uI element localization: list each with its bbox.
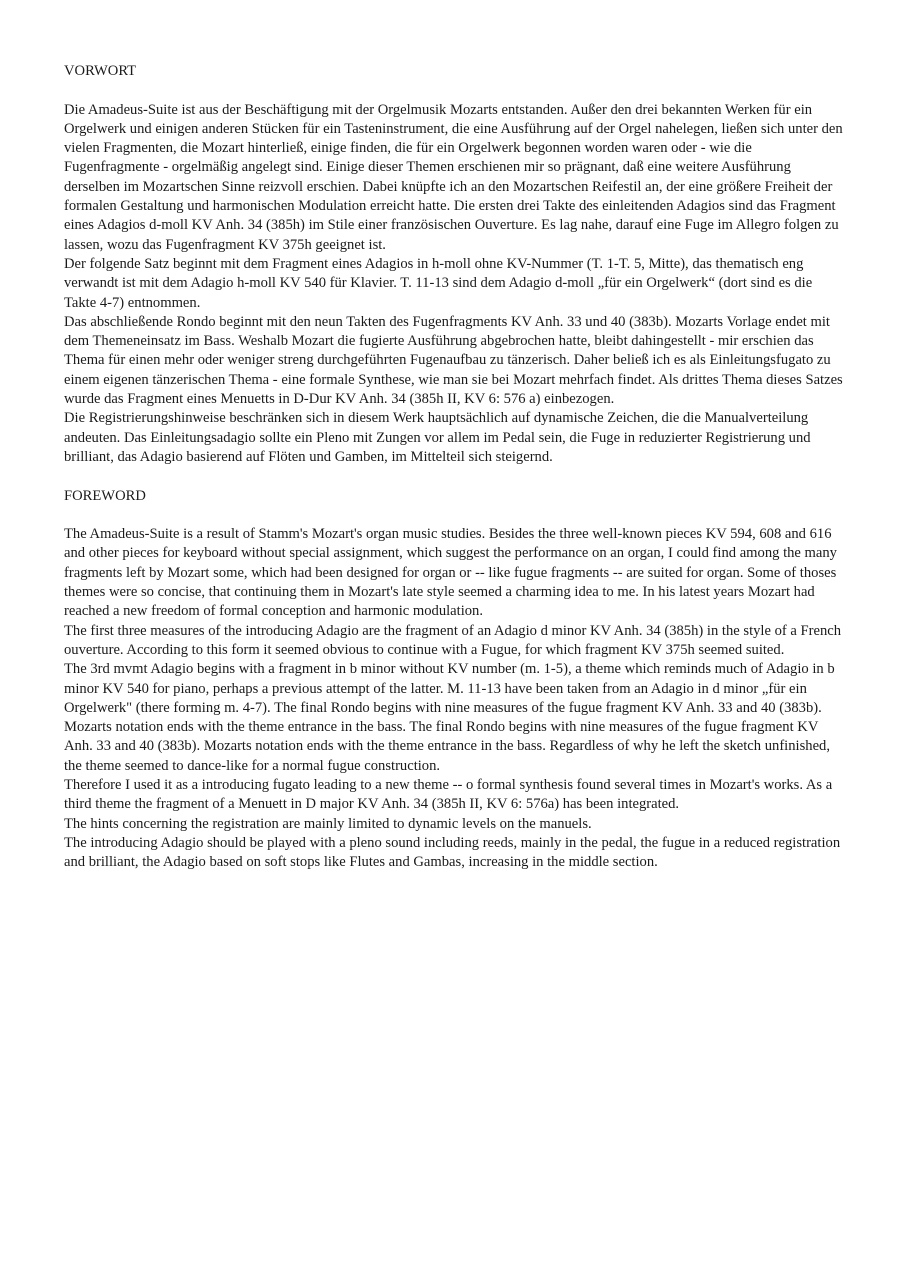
english-paragraph-4: Therefore I used it as a introducing fugato leading to a new theme -- o formal synthesis found several times in Mozart's works. As a third theme the fragment of a Menuett in D major KV Anh. 34 (385h II, KV 6: 576a) has been integrated. <box>64 776 833 813</box>
german-paragraph-2: Der folgende Satz beginnt mit dem Fragment eines Adagios in h-moll ohne KV-Nummer (T. 1-T. 5, Mitte), das thematisch eng verwandt ist mit dem Adagio h-moll KV 540 für Klavier. T. 11-13 sind dem Adagio d-moll „für ein Orgelwerk“ (dort sind es die Takte 4-7) entnommen. <box>64 255 813 311</box>
english-paragraph-3: The 3rd mvmt Adagio begins with a fragment in b minor without KV number (m. 1-5), a theme which reminds much of Adagio in b minor KV 540 for piano, perhaps a previous attempt of the latter. M. 11-13 have been taken from an Adagio in d minor „für ein Orgelwerk" (there forming m. 4-7). The final Rondo begins with nine measures of the fugue fragment KV Anh. 33 and 40 (383b). Mozarts notation ends with the theme entrance in the bass. The final Rondo begins with nine measures of the fugue fragment KV Anh. 33 and 40 (383b). Mozarts notation ends with the theme entrance in the bass. Regardless of why he left the sketch unfinished, the theme seemed to dance-like for a normal fugue construction. <box>64 661 835 774</box>
english-section <box>64 487 844 873</box>
german-paragraph-4: Die Registrierungshinweise beschränken sich in diesem Werk hauptsächlich auf dynamische Zeichen, die die Manualverteilung andeuten. Das Einleitungsadagio sollte ein Pleno mit Zungen vor allem im Pedal sein, die Fuge in reduzierter Registrierung und brilliant, das Adagio basierend auf Flöten und Gamben, im Mittelteil sich steigernd. <box>64 410 811 465</box>
section-spacer <box>64 467 844 486</box>
english-paragraph-2: The first three measures of the introducing Adagio are the fragment of an Adagio d minor KV Anh. 34 (385h) in the style of a French ouverture. According to this form it seemed obvious to continue with a Fugue, for which fragment KV 375h seemed suited. <box>64 622 842 658</box>
english-paragraph-1: The Amadeus-Suite is a result of Stamm's Mozart's organ music studies. Besides the three well-known pieces KV 594, 608 and 616 and other pieces for keyboard without special assignment, which suggest the performance on an organ, I could find among the many fragments left by Mozart some, which had been designed for organ or -- like fugue fragments -- are suited for organ. Some of thoses themes were so concise, that continuing them in Mozart's late style seemed a charming idea to me. In his latest years Mozart had reached a new freedom of formal conception and harmonic modulation. <box>64 526 837 620</box>
heading-spacer <box>64 81 844 100</box>
english-paragraph-6: The introducing Adagio should be played with a pleno sound including reeds, mainly in the pedal, the fugue in a reduced registration and brilliant, the Adagio based on soft stops like Flutes and Gambas, increasing in the middle section. <box>64 834 841 871</box>
german-heading: VORWORT <box>64 63 137 79</box>
heading-spacer <box>64 506 844 525</box>
english-heading: FOREWORD <box>64 487 146 504</box>
english-paragraph-5: The hints concerning the registration are mainly limited to dynamic levels on the manuels. <box>64 815 592 832</box>
german-paragraph-1: Die Amadeus-Suite ist aus der Beschäftigung mit der Orgelmusik Mozarts entstanden. Außer den drei bekannten Werken für ein Orgelwerk und einigen anderen Stücken für ein Tasteninstrument, die eine Ausführung auf der Orgel nahelegen, ließen sich unter den vielen Fragmenten, die Mozart hinterließ, einige finden, die für ein Orgelwerk begonnen worden waren oder - wie die Fugenfragmente - orgelmäßig angelegt sind. Einige dieser Themen erschienen mir so prägnant, daß eine weitere Ausführung derselben im Mozartschen Sinne reizvoll erschien. Dabei knüpfte ich an den Mozartschen Reifestil an, der eine größere Freiheit der formalen Gestaltung und harmonischen Modulation erreicht hatte. Die ersten drei Takte des einleitenden Adagios sind das Fragment eines Adagios d-moll KV Anh. 34 (385h) im Stile einer französischen Ouverture. Es lag nahe, darauf eine Fuge im Allegro folgen zu lassen, wozu das Fugenfragment KV 375h geeignet ist. <box>64 101 843 253</box>
german-paragraph-3: Das abschließende Rondo beginnt mit den neun Takten des Fugenfragments KV Anh. 33 und 40 (383b). Mozarts Vorlage endet mit dem Themeneinsatz im Bass. Weshalb Mozart die fugierte Ausführung abgebrochen hatte, bleibt dahingestellt - mir erschien das Thema für einen mehr oder weniger streng durchgeführten Fugenaufbau zu tänzerisch. Daher beließ ich es als Einleitungsfugato zu einem eigenen tänzerischen Thema - eine formale Synthese, wie man sie bei Mozart mehrfach findet. Als drittes Thema dieses Satzes wurde das Fragment eines Menuetts in D-Dur KV Anh. 34 (385h II, KV 6: 576 a) einbezogen. <box>64 313 843 408</box>
document-page <box>64 62 844 872</box>
german-section <box>64 62 844 467</box>
